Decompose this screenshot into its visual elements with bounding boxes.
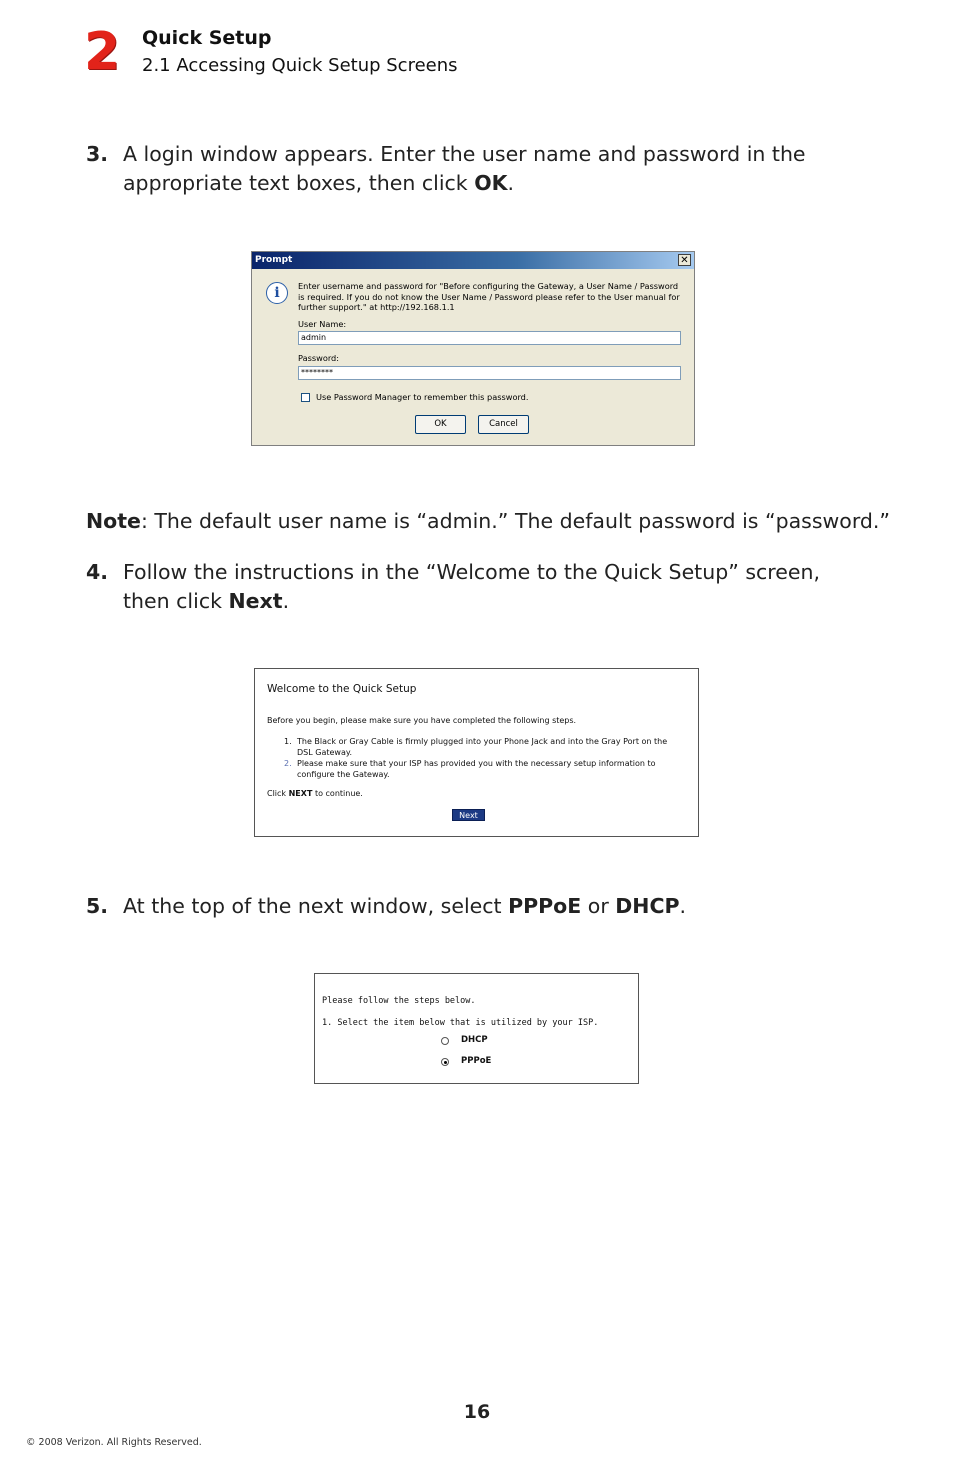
instruction-suffix: to continue.: [312, 789, 363, 798]
note-text: : The default user name is “admin.” The default password is “password.”: [140, 509, 891, 533]
step-text-mid: or: [581, 894, 616, 918]
list-item-number: 1.: [284, 737, 292, 746]
remember-password-label: Use Password Manager to remember this password.: [316, 392, 529, 402]
step-bold: Next: [228, 589, 283, 613]
isp-step: 1. Select the item below that is utilized by your ISP.: [322, 1018, 599, 1028]
remember-password-checkbox[interactable]: [301, 393, 310, 402]
step-text-part: A login window appears. Enter the user name and password in the appropriate text boxes, then click: [123, 142, 806, 195]
step-text-part: At the top of the next window, select: [123, 894, 509, 918]
username-label: User Name:: [298, 319, 347, 329]
step-4: [86, 558, 846, 616]
isp-selection-screen: [314, 973, 639, 1084]
step-bold: PPPoE: [508, 894, 582, 918]
list-item-text: Please make sure that your ISP has provided you with the necessary setup information to configure the Gateway.: [297, 759, 656, 779]
step-text-end: .: [507, 171, 515, 195]
step-text: [123, 892, 846, 921]
dialog-title: Prompt: [255, 255, 293, 265]
welcome-screen: [254, 668, 699, 837]
dhcp-radio[interactable]: [441, 1037, 449, 1045]
step-text-end: .: [679, 894, 687, 918]
copyright: © 2008 Verizon. All Rights Reserved.: [26, 1437, 202, 1448]
dhcp-label: DHCP: [461, 1035, 488, 1045]
cancel-button[interactable]: Cancel: [478, 415, 529, 434]
section-title: 2.1 Accessing Quick Setup Screens: [142, 55, 458, 76]
chapter-number: 2: [84, 22, 121, 82]
step-number: 3.: [86, 142, 109, 166]
step-number: 4.: [86, 560, 109, 584]
note: [86, 507, 890, 536]
list-item: [284, 736, 684, 758]
step-text-part: Follow the instructions in the “Welcome to the Quick Setup” screen, then click: [123, 560, 821, 613]
pppoe-label: PPPoE: [461, 1056, 492, 1066]
step-text-end: .: [282, 589, 290, 613]
pppoe-radio[interactable]: [441, 1058, 449, 1066]
password-label: Password:: [298, 353, 340, 363]
step-bold: DHCP: [615, 894, 680, 918]
welcome-intro: Before you begin, please make sure you have completed the following steps.: [267, 716, 577, 725]
dialog-titlebar: [252, 252, 694, 269]
instruction-prefix: Click: [267, 789, 289, 798]
list-item-text: The Black or Gray Cable is firmly plugged into your Phone Jack and into the Gray Port on the DSL Gateway.: [297, 737, 668, 757]
isp-instruction: Please follow the steps below.: [322, 996, 476, 1006]
page-number: 16: [463, 1401, 491, 1423]
step-number: 5.: [86, 894, 109, 918]
next-button[interactable]: Next: [452, 809, 485, 821]
list-item-number: 2.: [284, 759, 292, 768]
dialog-message: Enter username and password for "Before configuring the Gateway, a User Name / Password is required. If you do not know the User Name / Password please refer to the User manual for further support." at http://192.168.1.1: [298, 281, 680, 312]
note-label: Note: [86, 509, 141, 533]
welcome-title: Welcome to the Quick Setup: [267, 683, 417, 695]
step-text: [123, 140, 846, 198]
login-prompt-dialog: [251, 251, 695, 446]
chapter-title: Quick Setup: [142, 27, 272, 49]
step-5: [86, 892, 846, 921]
step-text: [123, 558, 846, 616]
password-field[interactable]: ********: [298, 366, 681, 380]
instruction-bold: NEXT: [288, 789, 313, 798]
ok-button[interactable]: OK: [415, 415, 466, 434]
step-bold: OK: [474, 171, 508, 195]
list-item: [284, 758, 684, 780]
step-3: [86, 140, 846, 198]
username-field[interactable]: admin: [298, 331, 681, 345]
continue-instruction: [267, 789, 363, 798]
info-icon: i: [266, 282, 288, 304]
close-icon[interactable]: ✕: [678, 254, 691, 266]
